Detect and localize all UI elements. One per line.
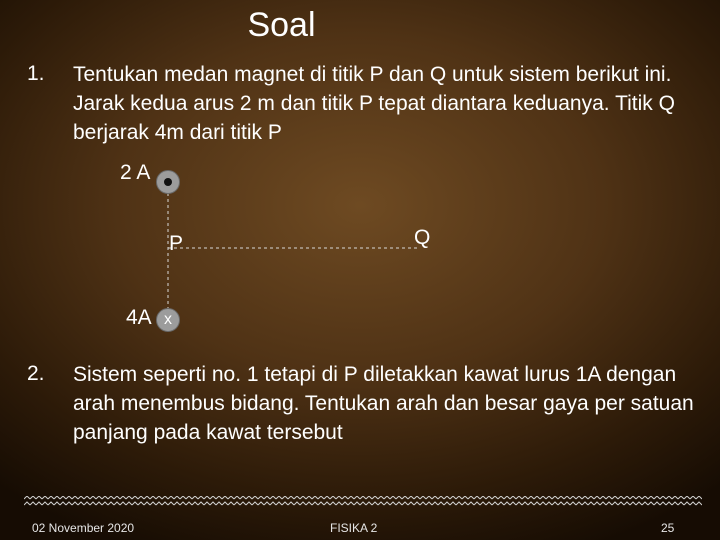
footer-course: FISIKA 2 [330,521,378,535]
problem-1-number: 1. [27,62,45,85]
wire-into-page-icon [156,308,180,332]
point-p-label: P [169,232,184,255]
point-q-label: Q [414,226,431,249]
footer-decorative-rule [24,496,702,508]
problem-2-number: 2. [27,362,45,385]
footer-date: 02 November 2020 [32,521,135,535]
slide-title: Soal [247,6,316,44]
dot-symbol-icon [164,178,172,186]
cross-symbol-icon: x [164,311,172,328]
bottom-current-label: 4A [126,306,152,329]
problem-1-text: Tentukan medan magnet di titik P dan Q untuk sistem berikut ini. Jarak kedua arus 2 m dan titik P tepat diantara keduanya. Titik Q berjarak 4m dari titik P [73,63,675,144]
footer-page-number: 25 [661,521,675,535]
top-current-label: 2 A [120,161,151,184]
problem-2-text: Sistem seperti no. 1 tetapi di P diletakkan kawat lurus 1A dengan arah menembus bidang. Tentukan arah dan besar gaya per satuan panjang pada kawat tersebut [73,363,694,444]
wire-out-of-page-icon [156,170,180,194]
